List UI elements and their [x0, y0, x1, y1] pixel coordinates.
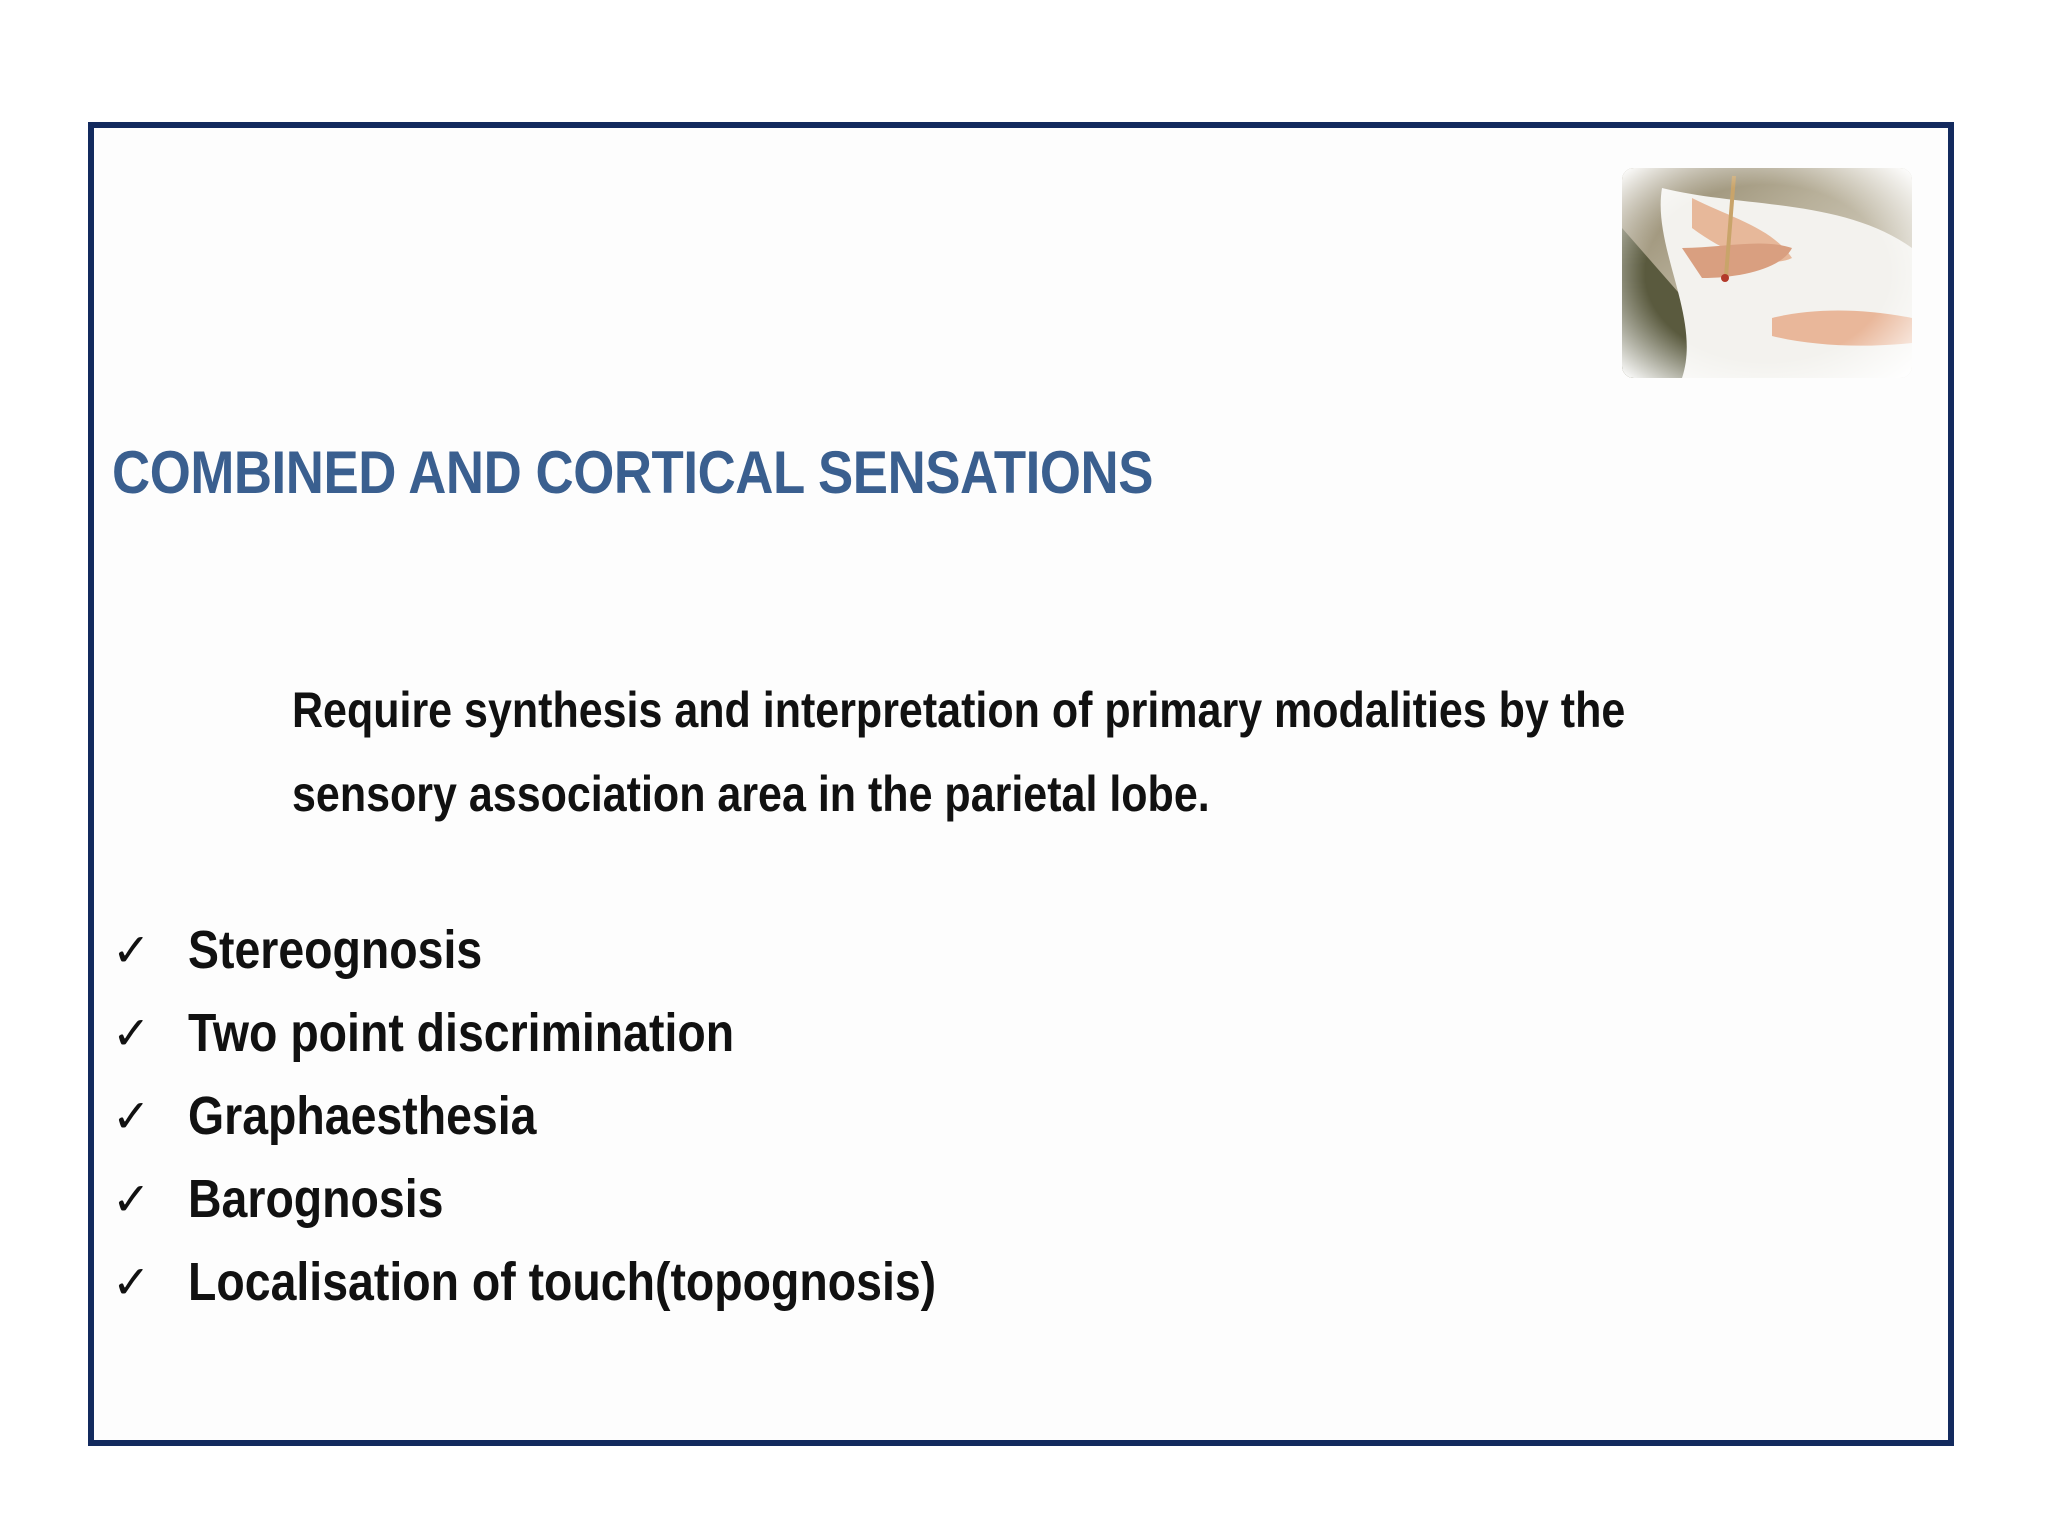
hand-exam-image: [1622, 168, 1912, 378]
check-icon: ✓: [112, 922, 151, 977]
list-item-label: Graphaesthesia: [188, 1085, 537, 1146]
check-icon: ✓: [112, 1005, 151, 1060]
check-icon: ✓: [112, 1088, 151, 1143]
list-item-label: Localisation of touch(topognosis): [188, 1251, 937, 1312]
intro-line: sensory association area in the parietal lobe.: [292, 766, 1210, 822]
list-item: [112, 908, 1058, 991]
list-item: [112, 991, 1058, 1074]
list-item-label: Barognosis: [188, 1168, 444, 1229]
slide-title: COMBINED AND CORTICAL SENSATIONS: [112, 439, 1153, 506]
check-icon: ✓: [112, 1171, 151, 1226]
list-item: [112, 1074, 1058, 1157]
sensation-list: [112, 908, 1058, 1323]
list-item: [112, 1157, 1058, 1240]
intro-text: [292, 668, 1634, 836]
list-item-label: Stereognosis: [188, 919, 483, 980]
list-item-label: Two point discrimination: [188, 1002, 735, 1063]
intro-line: Require synthesis and interpretation of primary modalities by the: [292, 682, 1626, 738]
check-icon: ✓: [112, 1254, 151, 1309]
list-item: [112, 1240, 1058, 1323]
sensory-exam-photo: [1622, 168, 1912, 378]
